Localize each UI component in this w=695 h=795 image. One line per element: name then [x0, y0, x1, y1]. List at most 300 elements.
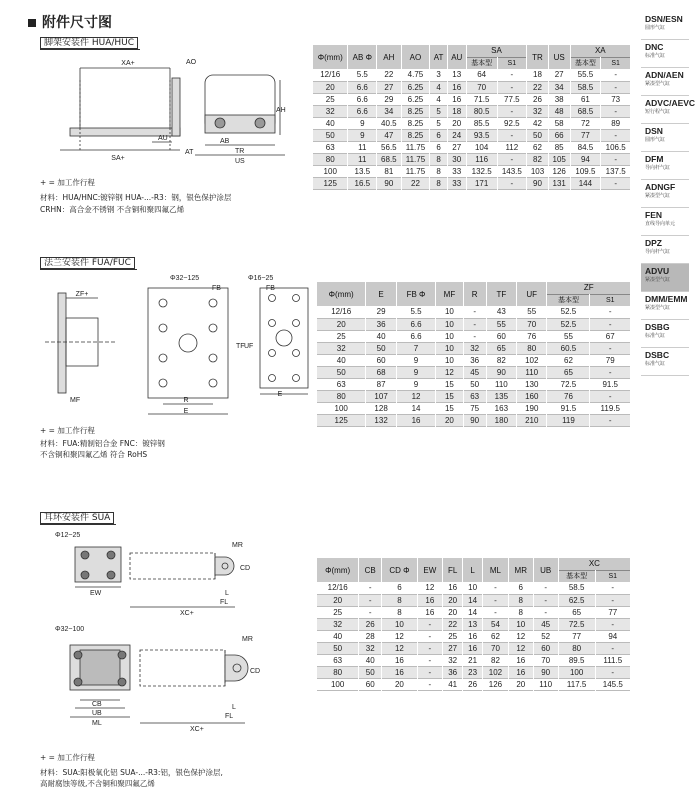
sidebar-item-code: DPZ	[645, 238, 662, 248]
table-cell: 22	[443, 618, 463, 630]
table-cell: 26	[359, 618, 382, 630]
table-cell: 29	[366, 306, 396, 318]
table-cell: 77	[558, 630, 595, 642]
section-label-hua: 脚架安装件 HUA/HUC	[40, 35, 140, 50]
section-label-sua: 耳环安装件 SUA	[40, 510, 116, 525]
table-cell: 12	[508, 630, 533, 642]
table-cell: 58.5	[558, 582, 595, 594]
table-cell: 41	[443, 678, 463, 690]
table-row	[317, 654, 631, 666]
svg-text:AH: AH	[276, 107, 286, 114]
table-cell: 11	[348, 141, 377, 153]
table-cell: 18	[527, 69, 549, 81]
table-cell: 12	[382, 630, 418, 642]
sidebar-item[interactable]	[641, 152, 689, 180]
table-cell: 16	[508, 666, 533, 678]
table-cell: 28	[359, 630, 382, 642]
table-header-cell: S1	[590, 294, 631, 306]
table-cell: 27	[443, 642, 463, 654]
table-cell: 70	[533, 654, 558, 666]
table-cell: 50	[317, 642, 359, 654]
table-cell: 103	[527, 165, 549, 177]
table-cell: 63	[463, 390, 486, 402]
table-row	[313, 117, 631, 129]
table-cell: 16	[382, 666, 418, 678]
sua-material-2: 高耐腐蚀等级,不含铜和聚四氟乙烯	[40, 779, 155, 788]
table-cell: 12/16	[313, 69, 348, 81]
table-cell: 50	[366, 342, 396, 354]
table-cell: 20	[508, 678, 533, 690]
svg-text:US: US	[235, 158, 245, 165]
table-cell: 119	[547, 414, 590, 426]
table-cell: 16	[396, 414, 435, 426]
table-cell: 20	[317, 318, 366, 330]
table-cell: 16	[463, 630, 483, 642]
table-cell: 45	[533, 618, 558, 630]
table-cell: 65	[486, 342, 516, 354]
table-cell: 40	[359, 654, 382, 666]
table-cell: 105	[548, 153, 570, 165]
table-cell: 77	[570, 129, 601, 141]
table-header-cell: Φ(mm)	[317, 558, 359, 582]
table-cell: 10	[436, 354, 463, 366]
table-row	[317, 666, 631, 678]
table-cell: 15	[436, 390, 463, 402]
table-cell: 180	[486, 414, 516, 426]
sidebar-item[interactable]	[641, 348, 689, 376]
table-cell: 6	[508, 582, 533, 594]
sidebar-item[interactable]	[641, 320, 689, 348]
table-cell: 132	[366, 414, 396, 426]
table-cell: 91.5	[590, 378, 631, 390]
table-cell: 36	[366, 318, 396, 330]
table-cell: 110	[517, 366, 547, 378]
table-cell: 47	[377, 129, 401, 141]
table-header-cell: 基本型	[558, 570, 595, 582]
table-row	[317, 330, 631, 342]
table-cell: 10	[436, 318, 463, 330]
table-cell: -	[497, 81, 527, 93]
table-cell: 6.25	[401, 81, 430, 93]
table-cell: -	[595, 642, 630, 654]
svg-text:Φ16~25: Φ16~25	[248, 275, 274, 282]
table-cell: 29	[377, 93, 401, 105]
table-cell: 4	[430, 93, 447, 105]
table-cell: 36	[443, 666, 463, 678]
table-cell: 79	[590, 354, 631, 366]
table-cell: 40	[317, 354, 366, 366]
table-cell: 50	[317, 366, 366, 378]
sidebar-item-desc: 紧凑型气缸	[645, 305, 671, 311]
table-header-cell: R	[463, 282, 486, 306]
sidebar-item[interactable]	[641, 96, 695, 124]
sidebar-item-desc: 导向杆气缸	[645, 249, 671, 255]
sidebar-item[interactable]	[641, 292, 689, 320]
table-cell: -	[590, 414, 631, 426]
table-header-cell: UF	[517, 282, 547, 306]
table-cell: 100	[317, 402, 366, 414]
table-cell: 13	[463, 618, 483, 630]
table-cell: 10	[436, 342, 463, 354]
table-cell: 26	[527, 93, 549, 105]
table-cell: 210	[517, 414, 547, 426]
table-cell: 5.5	[396, 306, 435, 318]
table-header-cell: TR	[527, 45, 549, 69]
table-header-cell: S1	[595, 570, 630, 582]
table-cell: -	[417, 654, 442, 666]
title-square-icon	[28, 19, 36, 27]
table-cell: 72.5	[547, 378, 590, 390]
table-header-cell: FB Φ	[396, 282, 435, 306]
table-row	[317, 642, 631, 654]
fua-flange-drawing	[40, 268, 310, 418]
table-row	[313, 105, 631, 117]
table-cell: -	[601, 153, 631, 165]
sua-clevis-drawing	[40, 525, 290, 740]
sidebar-item[interactable]	[641, 180, 689, 208]
table-row	[313, 81, 631, 93]
table-cell: 75	[463, 402, 486, 414]
sidebar-item-desc: 圆形气缸	[645, 137, 666, 143]
table-cell: 90	[533, 666, 558, 678]
table-cell: 16	[447, 93, 466, 105]
table-cell: 26	[463, 678, 483, 690]
table-cell: -	[359, 606, 382, 618]
table-cell: 10	[436, 306, 463, 318]
sidebar-item-code: ADNGF	[645, 182, 676, 192]
table-cell: -	[601, 81, 631, 93]
table-cell: 9	[396, 366, 435, 378]
table-cell: 109.5	[570, 165, 601, 177]
table-cell: 6.25	[401, 93, 430, 105]
table-cell: -	[417, 642, 442, 654]
table-cell: 32	[317, 342, 366, 354]
table-cell: 87	[366, 378, 396, 390]
table-cell: 111.5	[595, 654, 630, 666]
table-cell: 91.5	[547, 402, 590, 414]
table-cell: 143.5	[497, 165, 527, 177]
table-cell: 12	[382, 642, 418, 654]
table-row	[313, 93, 631, 105]
table-cell: 126	[548, 165, 570, 177]
sidebar-item[interactable]	[641, 236, 689, 264]
table-cell: 116	[466, 153, 497, 165]
table-cell: 42	[527, 117, 549, 129]
table-cell: 27	[548, 69, 570, 81]
table-cell: 12	[417, 582, 442, 594]
table-cell: 80	[558, 642, 595, 654]
table-cell: 33	[447, 165, 466, 177]
table-cell: 128	[366, 402, 396, 414]
table-cell: 20	[443, 606, 463, 618]
table-row	[317, 402, 631, 414]
sidebar-item-code: ADVU	[645, 266, 670, 276]
table-cell: -	[359, 594, 382, 606]
sidebar-item-desc: 标准气缸	[645, 53, 666, 59]
table-cell: -	[497, 69, 527, 81]
table-cell: 100	[313, 165, 348, 177]
table-cell: 6.6	[348, 93, 377, 105]
table-cell: 20	[382, 678, 418, 690]
table-cell: 55	[547, 330, 590, 342]
table-cell: 71.5	[466, 93, 497, 105]
table-cell: 171	[466, 177, 497, 189]
svg-text:UF: UF	[244, 343, 254, 350]
table-cell: -	[497, 105, 527, 117]
table-cell: 9	[348, 129, 377, 141]
table-cell: 4	[430, 81, 447, 93]
fua-plus-note: + = 加工作行程	[40, 426, 95, 435]
table-cell: -	[482, 606, 508, 618]
table-cell: 125	[317, 414, 366, 426]
table-cell: 62	[547, 354, 590, 366]
table-cell: 6.6	[396, 330, 435, 342]
fua-spec-table	[317, 282, 631, 427]
table-cell: 40.5	[377, 117, 401, 129]
table-cell: -	[595, 666, 630, 678]
table-cell: 34	[548, 81, 570, 93]
table-cell: 8	[508, 594, 533, 606]
svg-text:R: R	[183, 397, 189, 404]
svg-text:AO: AO	[186, 59, 197, 66]
table-cell: 62	[527, 141, 549, 153]
table-cell: 65	[558, 606, 595, 618]
table-cell: 20	[313, 81, 348, 93]
table-header-cell: S1	[601, 57, 631, 69]
table-header-cell: AO	[401, 45, 430, 69]
table-header-cell: AB Φ	[348, 45, 377, 69]
sidebar-item-desc: 标准气缸	[645, 333, 666, 339]
table-cell: 6	[382, 582, 418, 594]
table-cell: 25	[317, 606, 359, 618]
table-header-cell: AU	[447, 45, 466, 69]
table-cell: 20	[447, 117, 466, 129]
svg-text:L: L	[225, 590, 229, 597]
svg-text:CD: CD	[240, 565, 251, 572]
table-cell: 50	[527, 129, 549, 141]
table-cell: 110	[486, 378, 516, 390]
table-row	[317, 678, 631, 690]
table-cell: -	[497, 129, 527, 141]
table-cell: 82	[527, 153, 549, 165]
table-cell: 119.5	[590, 402, 631, 414]
table-cell: 160	[517, 390, 547, 402]
table-cell: 106.5	[601, 141, 631, 153]
table-cell: 12/16	[317, 582, 359, 594]
fua-material-1: 材料：FUA:精制铝合金 FNC：镀锌钢	[40, 439, 165, 448]
hua-material-2: CRHN：高合金不锈钢 不含铜和聚四氟乙烯	[40, 205, 185, 214]
table-cell: -	[595, 594, 630, 606]
table-cell: 43	[486, 306, 516, 318]
table-cell: 9	[348, 117, 377, 129]
table-cell: 5	[430, 117, 447, 129]
table-cell: 100	[558, 666, 595, 678]
table-cell: 90	[463, 414, 486, 426]
table-cell: 10	[463, 582, 483, 594]
svg-text:ZF+: ZF+	[75, 291, 89, 298]
table-cell: -	[601, 129, 631, 141]
table-header-cell: SA	[466, 45, 526, 57]
table-cell: 163	[486, 402, 516, 414]
table-cell: 27	[377, 81, 401, 93]
sidebar-item-code: DMM/EMM	[645, 294, 688, 304]
table-cell: 13	[447, 69, 466, 81]
table-row	[313, 165, 631, 177]
table-cell: 14	[396, 402, 435, 414]
table-cell: -	[590, 342, 631, 354]
table-cell: 126	[482, 678, 508, 690]
sidebar-item[interactable]	[641, 68, 689, 96]
table-header-cell: AT	[430, 45, 447, 69]
table-cell: 77.5	[497, 93, 527, 105]
svg-text:FB: FB	[212, 285, 221, 292]
table-header-cell: FL	[443, 558, 463, 582]
table-cell: 94	[595, 630, 630, 642]
table-cell: 22	[401, 177, 430, 189]
table-cell: 60.5	[547, 342, 590, 354]
table-cell: 9	[396, 378, 435, 390]
table-cell: 54	[482, 618, 508, 630]
table-cell: 16	[463, 642, 483, 654]
sidebar-item-code: DFM	[645, 154, 664, 164]
table-row	[317, 618, 631, 630]
sidebar-item-desc: 短行程气缸	[645, 109, 671, 115]
table-cell: 68	[366, 366, 396, 378]
table-cell: 107	[366, 390, 396, 402]
table-cell: -	[533, 606, 558, 618]
table-cell: 84.5	[570, 141, 601, 153]
table-cell: 6	[430, 141, 447, 153]
table-row	[313, 129, 631, 141]
table-cell: 60	[366, 354, 396, 366]
page-title-text: 附件尺寸图	[42, 15, 112, 31]
svg-text:UB: UB	[92, 710, 102, 717]
table-cell: 11.75	[401, 141, 430, 153]
table-header-cell: AH	[377, 45, 401, 69]
table-cell: -	[417, 678, 442, 690]
table-cell: 8	[382, 594, 418, 606]
table-cell: 8.25	[401, 129, 430, 141]
table-header-cell: MF	[436, 282, 463, 306]
table-cell: 20	[443, 594, 463, 606]
sidebar-item-code: ADVC/AEVC	[645, 98, 695, 108]
table-cell: -	[482, 594, 508, 606]
table-cell: 8.25	[401, 105, 430, 117]
table-cell: -	[497, 177, 527, 189]
table-cell: 102	[482, 666, 508, 678]
table-cell: 131	[548, 177, 570, 189]
table-cell: 25	[317, 330, 366, 342]
product-sidebar	[641, 12, 695, 376]
table-cell: 60	[533, 642, 558, 654]
table-cell: 40	[366, 330, 396, 342]
svg-text:XA+: XA+	[121, 60, 135, 67]
svg-text:Φ32~100: Φ32~100	[55, 626, 85, 633]
table-cell: 82	[486, 354, 516, 366]
table-cell: 64	[466, 69, 497, 81]
table-row	[313, 153, 631, 165]
svg-text:CB: CB	[92, 701, 102, 708]
svg-text:TR: TR	[235, 148, 245, 155]
table-header-cell: 基本型	[547, 294, 590, 306]
table-cell: 22	[527, 81, 549, 93]
sidebar-item[interactable]	[641, 264, 689, 292]
svg-text:ML: ML	[92, 720, 102, 727]
table-cell: 55	[517, 306, 547, 318]
table-cell: -	[601, 105, 631, 117]
table-cell: 58	[548, 117, 570, 129]
table-cell: 32	[527, 105, 549, 117]
table-cell: 3	[430, 69, 447, 81]
sidebar-item[interactable]	[641, 208, 689, 236]
table-cell: 8	[430, 177, 447, 189]
table-cell: 63	[317, 378, 366, 390]
table-row	[317, 606, 631, 618]
table-row	[313, 141, 631, 153]
table-cell: 93.5	[466, 129, 497, 141]
table-cell: 76	[547, 390, 590, 402]
hua-material-1: 材料：HUA/HNC:镀锌钢 HUA-...-R3：钢，银色保护涂层	[40, 193, 232, 202]
sidebar-item[interactable]	[641, 12, 689, 40]
table-cell: 32	[443, 654, 463, 666]
table-row	[317, 630, 631, 642]
svg-text:Φ32~125: Φ32~125	[170, 275, 200, 282]
table-cell: 32	[359, 642, 382, 654]
table-cell: 16	[443, 582, 463, 594]
table-cell: 68.5	[377, 153, 401, 165]
table-header-cell: EW	[417, 558, 442, 582]
table-cell: 125	[313, 177, 348, 189]
sidebar-item-desc: 导向杆气缸	[645, 165, 671, 171]
table-row	[313, 69, 631, 81]
hua-plus-note: + = 加工作行程	[40, 178, 95, 187]
table-cell: 50	[359, 666, 382, 678]
table-cell: 6.6	[348, 81, 377, 93]
table-cell: 72	[570, 117, 601, 129]
table-cell: -	[595, 618, 630, 630]
table-cell: 112	[497, 141, 527, 153]
table-cell: 100	[317, 678, 359, 690]
table-cell: 4.75	[401, 69, 430, 81]
table-row	[317, 390, 631, 402]
table-header-cell: Φ(mm)	[317, 282, 366, 306]
table-cell: -	[601, 177, 631, 189]
table-cell: 12/16	[317, 306, 366, 318]
table-cell: 145.5	[595, 678, 630, 690]
table-header-cell: E	[366, 282, 396, 306]
sidebar-item[interactable]	[641, 124, 689, 152]
hua-foot-mount-drawing	[40, 50, 286, 170]
table-row	[317, 582, 631, 594]
sua-spec-table	[317, 558, 631, 691]
sidebar-item-desc: 标准气缸	[645, 361, 666, 367]
table-cell: 80	[317, 666, 359, 678]
table-cell: -	[595, 582, 630, 594]
svg-text:L: L	[232, 704, 236, 711]
sidebar-item[interactable]	[641, 40, 689, 68]
table-cell: 12	[508, 642, 533, 654]
table-cell: 40	[313, 117, 348, 129]
svg-text:E: E	[183, 408, 189, 415]
table-cell: 80	[317, 390, 366, 402]
table-row	[313, 177, 631, 189]
table-cell: 6.6	[396, 318, 435, 330]
table-cell: 45	[463, 366, 486, 378]
sidebar-item-code: DSN	[645, 126, 663, 136]
table-cell: 81	[377, 165, 401, 177]
table-cell: 61	[570, 93, 601, 105]
table-cell: 25	[443, 630, 463, 642]
